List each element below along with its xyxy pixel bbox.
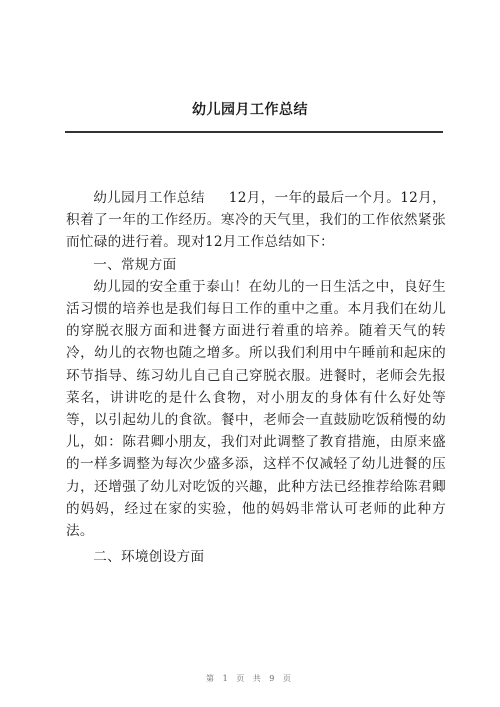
page-title: 幼儿园月工作总结 [192,102,308,118]
intro-text: 12月，一年的最后一个月。12月，积着了一年的工作经历。寒冷的天气里，我们的工作依然紧张而忙碌的进行着。现对12月工作总结如下： [66,190,446,251]
section-heading-environment: 二、环境创设方面 [93,549,205,566]
section-paragraph-routine: 幼儿园的安全重于泰山！在幼儿的一日生活之中，良好生活习惯的培养也是我们每日工作的重中之重。本月我们在幼儿的穿脱衣服方面和进餐方面进行着重的培养。随着天气的转冷，幼儿的衣物也随之增多。所以我们利用中午睡前和起床的环节指导、练习幼儿自己自己穿脱衣服。进餐时，老师会先报菜名，讲讲吃的是什么食物，对小朋友的身体有什么好处等等，以引起幼儿的食欲。餐中，老师会一直鼓励吃饭稍慢的幼儿，如：陈君卿小朋友，我们对此调整了教育措施，由原来盛的一样多调整为每次少盛多添，这样不仅减轻了幼儿进餐的压力，还增强了幼儿对吃饭的兴趣，此种方法已经推荐给陈君卿的妈妈，经过在家的实验，他的妈妈非常认可老师的此种方法。 [66,278,446,540]
document-body [66,187,446,568]
section-heading-routine: 一、常规方面 [93,256,177,273]
intro-lead: 幼儿园月工作总结 [93,190,205,206]
intro-paragraph [66,187,446,254]
title-divider [65,131,443,133]
page-footer: 第 1 页 共 9 页 [206,674,294,683]
